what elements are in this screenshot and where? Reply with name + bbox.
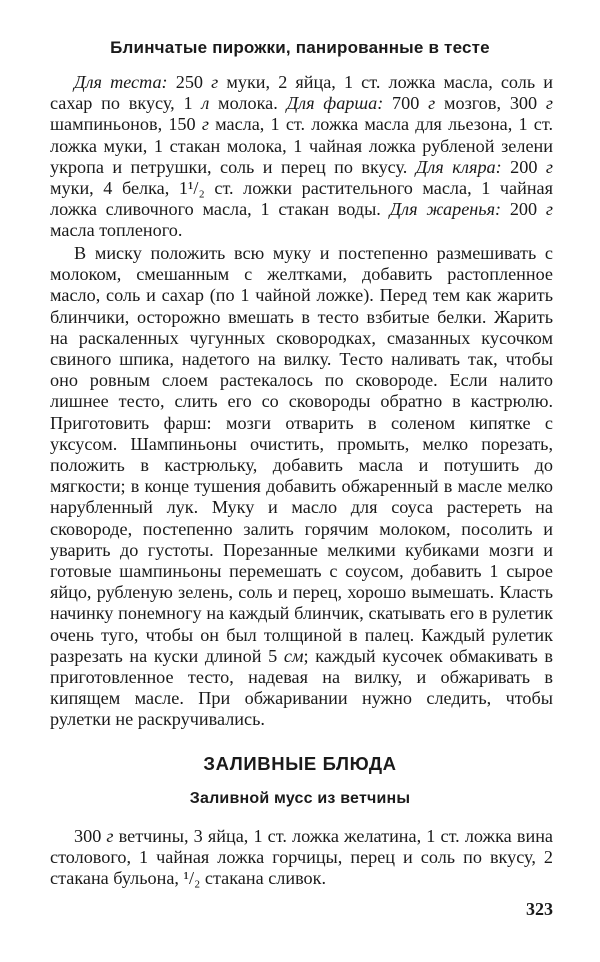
italic-text-run: г (545, 156, 553, 177)
recipe-title: Заливной мусс из ветчины (189, 790, 411, 807)
text-run: 200 (501, 156, 546, 177)
text-run: масла, 1 ст. ложка масла для льезона, 1 ст. ложка муки, 1 стакан молока, 1 чайная ложка рубленой зелени укропа и петрушки, соль и перец по вкусу. (50, 114, 553, 177)
text-run: масла топленого. (50, 220, 183, 241)
italic-text-run: г (201, 114, 209, 135)
text-run: шампиньонов, 150 (50, 114, 202, 135)
text-run: молока. (209, 93, 287, 114)
italic-text-run: г (545, 199, 553, 220)
italic-text-run: г (211, 72, 219, 92)
text-run: муки, 4 белка, 1¹/₂ ст. ложки растительного масла, 1 чайная ложка сливочного масла, 1 стакан воды. (50, 178, 553, 220)
text-run: 250 (167, 72, 212, 92)
italic-text-run: Для теста: (74, 72, 168, 92)
recipe-ingredients-paragraph (50, 72, 553, 242)
italic-text-run: Для жаренья: (389, 199, 502, 220)
italic-text-run: л (201, 93, 210, 114)
recipe-method-paragraph (50, 243, 553, 731)
italic-text-run: см (283, 645, 304, 666)
page-number: 323 (526, 899, 553, 919)
text-run: 200 (501, 199, 546, 220)
recipe-title: Блинчатые пирожки, панированные в тесте (110, 38, 490, 57)
text-run: В миску положить всю муку и постепенно размешивать с молоком, смешанным с желтками, добавить растопленное масло, соль и сахар (по 1 чайной ложке). Перед тем как жарить блинчики, осторожно вмешать в тесто взбитые белки. Жарить на раскаленных чугунных сковородках, смазанных кусочком свиного шпика, надетого на вилку. Тесто наливать так, чтобы оно ровным слоем растекалось по сковороде. Если налито лишнее тесто, слить его со сковороды обратно в кастрюлю. Приготовить фарш: мозги отварить в соленом кипятке с уксусом. Шампиньоны очистить, промыть, мелко порезать, положить в кастрюльку, добавить масла и потушить до мягкости; в конце тушения добавить обжаренный в масле мелко нарубленный лук. Муку и масло для соуса растереть на сковороде, постепенно залить горячим молоком, посолить и уварить до густоты. Порезанные мелкими кубиками мозги и готовые шампиньоны перемешать с соусом, добавить 1 сырое яйцо, рубленую зелень, соль и перец, хорошо вымешать. Класть начинку понемногу на каждый блинчик, скатывать его в рулетик очень туго, чтобы он был толщиной в палец. Каждый рулетик разрезать на куски длиной 5 (50, 243, 553, 666)
text-run: 700 (383, 93, 429, 114)
text-run: 300 (74, 826, 107, 846)
recipe-ingredients-paragraph (50, 826, 553, 890)
text-run: мозгов, 300 (435, 93, 546, 114)
italic-text-run: г (428, 93, 436, 114)
italic-text-run: г (545, 93, 553, 114)
text-run: муки, 2 яйца, 1 ст. ложка масла, соль и сахар по вкусу, 1 (50, 72, 553, 114)
italic-text-run: Для фарша: (286, 93, 384, 114)
italic-text-run: г (106, 826, 114, 846)
text-run: ветчины, 3 яйца, 1 ст. ложка желатина, 1 ст. ложка вина столового, 1 чайная ложка горчицы, перец и соль по вкусу, 2 стакана бульона, ¹/₂ стакана сливок. (50, 826, 554, 889)
section-title: ЗАЛИВНЫЕ БЛЮДА (203, 753, 397, 774)
italic-text-run: Для кляра: (415, 156, 502, 177)
text-run: ; каждый кусочек обмакивать в приготовленное тесто, надевая на вилку, и обжаривать в кипящем масле. При обжаривании нужно следить, чтобы рулетки не раскручивались. (50, 645, 554, 730)
